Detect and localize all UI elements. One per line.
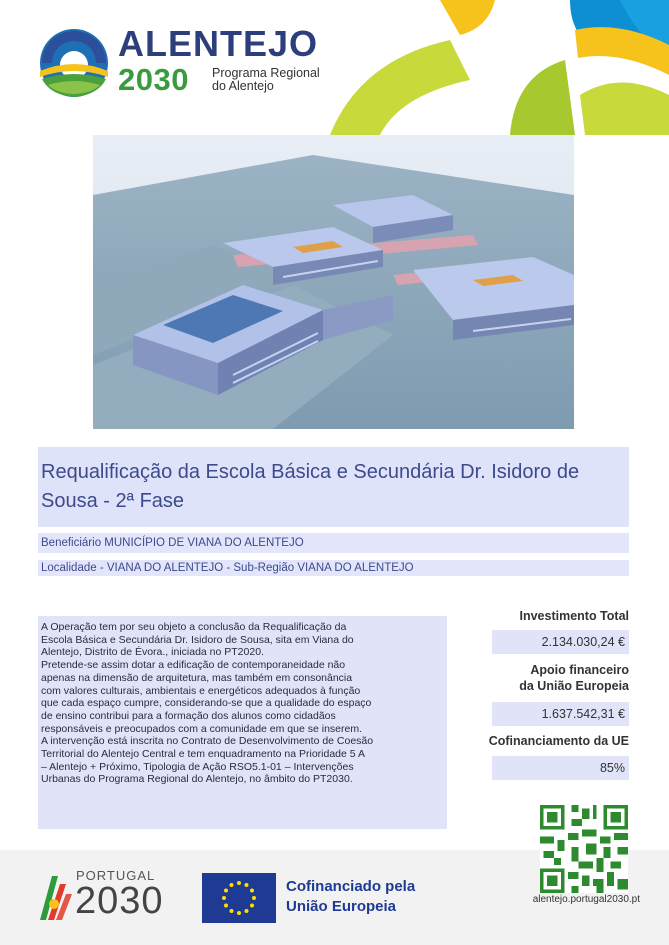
project-description [38, 616, 447, 829]
desc-line: com valores culturais, ambientais e energéticos adequados à função [41, 684, 361, 697]
eu-support-label-line1: Apoio financeiro [530, 663, 629, 677]
cofinanced-eu-label [286, 877, 415, 917]
eu-support-value: 1.637.542,31 € [492, 702, 629, 726]
cofin-line2: União Europeia [286, 898, 397, 915]
cofinancing-value: 85% [492, 756, 629, 780]
header [0, 0, 669, 130]
desc-line: Alentejo, Distrito de Évora., iniciada no PT2020. [41, 646, 264, 659]
desc-line: A intervenção está inscrita no Contrato de Desenvolvimento de Coesão [41, 735, 374, 748]
investment-value: 2.134.030,24 € [492, 630, 629, 654]
qr-url[interactable]: alentejo.portugal2030.pt [532, 894, 640, 905]
brand-year: 2030 [118, 62, 189, 97]
project-title: Requalificação da Escola Básica e Secundária Dr. Isidoro de Sousa - 2ª Fase [41, 461, 580, 512]
desc-line: – Alentejo + Próximo, Tipologia de Ação RSO5.1-01 – Intervenções [41, 760, 354, 773]
desc-line: A Operação tem por seu objeto a conclusão da Requalificação da [41, 621, 347, 633]
brand-sub-line1: Programa Regional [212, 66, 320, 80]
eu-support-label-line2: da União Europeia [519, 679, 629, 693]
desc-line: Urbanas do Programa Regional do Alentejo, no âmbito do PT2030. [41, 773, 353, 786]
cofin-line1: Cofinanciado pela [286, 878, 416, 895]
desc-line: Pretende-se assim dotar a edificação de contemporaneidade não [41, 659, 346, 672]
cofinancing-label: Cofinanciamento da UE [488, 734, 629, 748]
alentejo-logo-icon [38, 27, 110, 99]
decorative-shapes-icon [320, 0, 669, 135]
eu-flag-icon [202, 873, 276, 923]
investment-label: Investimento Total [519, 609, 629, 623]
school-rendering-image [93, 135, 574, 429]
brand-sub-line2: do Alentejo [212, 79, 274, 93]
qr-code-icon[interactable] [540, 805, 628, 893]
portugal-label: PORTUGAL [76, 868, 156, 883]
portugal-flag-icon [36, 874, 76, 922]
project-title-box [38, 447, 629, 527]
desc-line: que cada espaço cumpre, considerando-se que a qualidade do espaço [41, 697, 372, 710]
brand-name: ALENTEJO [118, 23, 319, 64]
desc-line: responsáveis e preocupados com a comunidade em que se inserem. [41, 722, 363, 735]
beneficiary-bar: Beneficiário MUNICÍPIO DE VIANA DO ALENTEJO [38, 533, 629, 553]
desc-line: apenas na dimensão de arquitetura, mas também em consonância [41, 671, 353, 684]
portugal-year: 2030 [75, 880, 164, 922]
desc-line: Territorial do Alentejo Central e tem enquadramento na Prioridade 5 A [41, 748, 365, 761]
desc-line: de ensino contribui para a formação dos alunos como cidadãos [41, 709, 336, 722]
desc-line: Escola Básica e Secundária Dr. Isidoro de Sousa, sita em Viana do [41, 633, 354, 646]
location-bar: Localidade - VIANA DO ALENTEJO - Sub-Região VIANA DO ALENTEJO [38, 560, 629, 576]
brand-subtitle [212, 67, 320, 93]
